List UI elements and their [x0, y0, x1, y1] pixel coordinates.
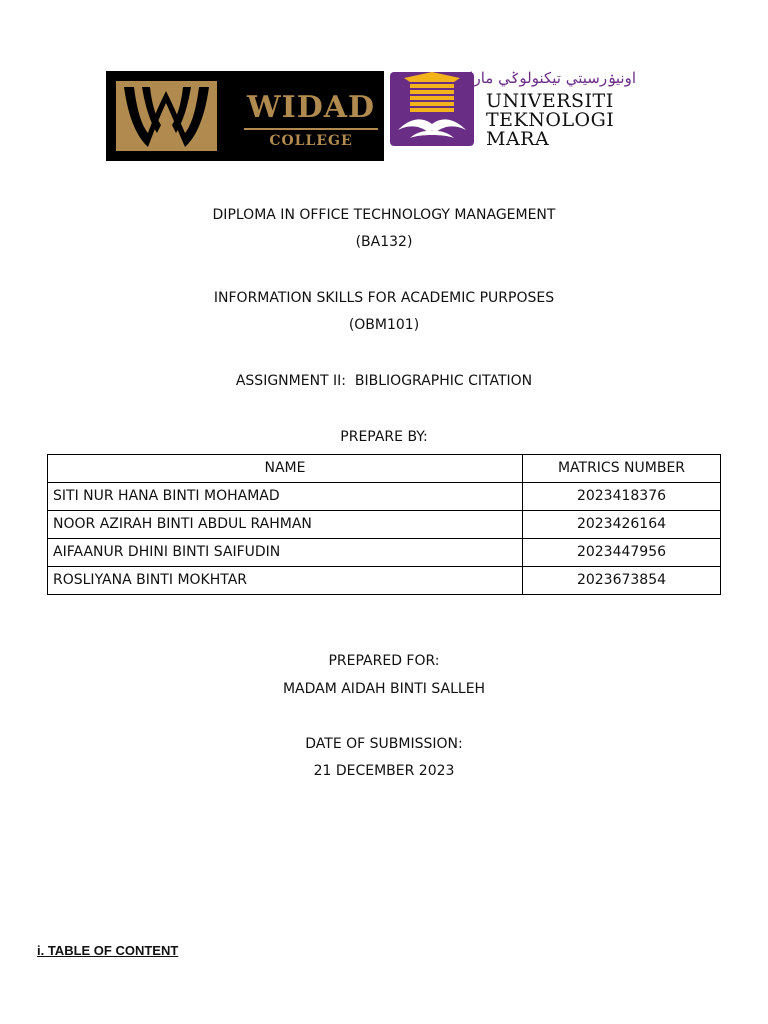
widad-divider [244, 128, 378, 130]
member-name: ROSLIYANA BINTI MOKHTAR [48, 567, 523, 595]
widad-college-logo [106, 71, 384, 161]
header-name: NAME [48, 455, 523, 483]
members-table [47, 454, 721, 595]
table-row [48, 539, 721, 567]
programme-code: (BA132) [355, 234, 413, 250]
uitm-line-3: MARA [486, 128, 550, 150]
programme-title: DIPLOMA IN OFFICE TECHNOLOGY MANAGEMENT [212, 207, 556, 223]
member-name: SITI NUR HANA BINTI MOHAMAD [48, 483, 523, 511]
uitm-crest-icon [390, 72, 474, 146]
course-title: INFORMATION SKILLS FOR ACADEMIC PURPOSES [213, 290, 555, 306]
table-header-row [48, 455, 721, 483]
prepared-for-label: PREPARED FOR: [328, 653, 440, 669]
uitm-line-1: UNIVERSITI [486, 90, 614, 112]
uitm-wordmark [486, 92, 656, 149]
table-row [48, 567, 721, 595]
widad-college-text: COLLEGE [269, 133, 353, 149]
widad-w-emblem [116, 81, 217, 151]
member-matric: 2023673854 [523, 567, 721, 595]
submission-date: 21 DECEMBER 2023 [313, 763, 455, 779]
member-matric: 2023426164 [523, 511, 721, 539]
member-matric: 2023447956 [523, 539, 721, 567]
submission-date-label: DATE OF SUBMISSION: [305, 736, 463, 752]
member-matric: 2023418376 [523, 483, 721, 511]
member-name: NOOR AZIRAH BINTI ABDUL RAHMAN [48, 511, 523, 539]
assignment-title: ASSIGNMENT II: BIBLIOGRAPHIC CITATION [235, 373, 533, 389]
table-row [48, 511, 721, 539]
lecturer-name: MADAM AIDAH BINTI SALLEH [282, 681, 486, 697]
course-code: (OBM101) [348, 317, 420, 333]
widad-wordmark: WIDAD [246, 90, 376, 125]
table-of-content-heading: i. TABLE OF CONTENT [37, 943, 179, 958]
table-row [48, 483, 721, 511]
uitm-line-2: TEKNOLOGI [486, 109, 615, 131]
uitm-jawi-text: اونيۏرسيتي تيكنولوݢي مارا [469, 69, 636, 87]
prepared-by-label: PREPARE BY: [340, 429, 428, 445]
member-name: AIFAANUR DHINI BINTI SAIFUDIN [48, 539, 523, 567]
header-matric: MATRICS NUMBER [523, 455, 721, 483]
